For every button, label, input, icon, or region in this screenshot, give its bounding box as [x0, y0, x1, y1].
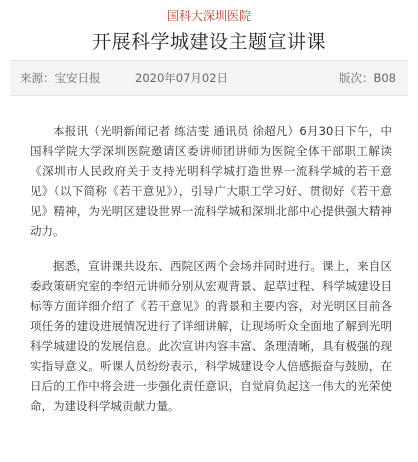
article-paragraph: 据悉，宣讲课共设东、西院区两个会场并同时进行。课上，来自区委政策研究室的李绍元讲师分别从宏观背景、起草过程、科学城建设目标等方面详细介绍了《若干意见》的背景和主要内容，对光明区目前各项任务的建设进展情况进行了详细讲解，让现场听众全面地了解到光明科学城建设的发展信息。此次宣讲内容丰富、条理清晰，具有极强的现实指导意义。听课人员纷纷表示，科学城建设令人倍感振奋与鼓励，在日后的工作中将会进一步强化责任意识，自觉肩负起这一伟大的光荣使命，为建设科学城贡献力量。: [30, 259, 392, 413]
article-paragraph: 本报讯（光明新闻记者 练洁雯 通讯员 徐超凡）6月30日下午，中国科学院大学深圳医院邀请区委讲师团讲师为医院全体干部职工解读《深圳市人民政府关于支持光明科学城打造世界一流科学城的若干意见》（以下简称《若干意见》），引导广大职工学习好、贯彻好《若干意见》精神，为光明区建设世界一流科学城和深圳北部中心提供强大精神动力。: [30, 124, 392, 238]
article-meta-bar: [10, 60, 408, 96]
article-edition: 版次：B08: [338, 71, 396, 85]
article-date: 2020年07月02日: [135, 71, 229, 85]
article-kicker: 国科大深圳医院: [166, 9, 251, 23]
article-headline: 开展科学城建设主题宣讲课: [91, 31, 326, 53]
article-body: [30, 121, 392, 416]
article-source: 来源：宝安日报: [20, 71, 101, 85]
